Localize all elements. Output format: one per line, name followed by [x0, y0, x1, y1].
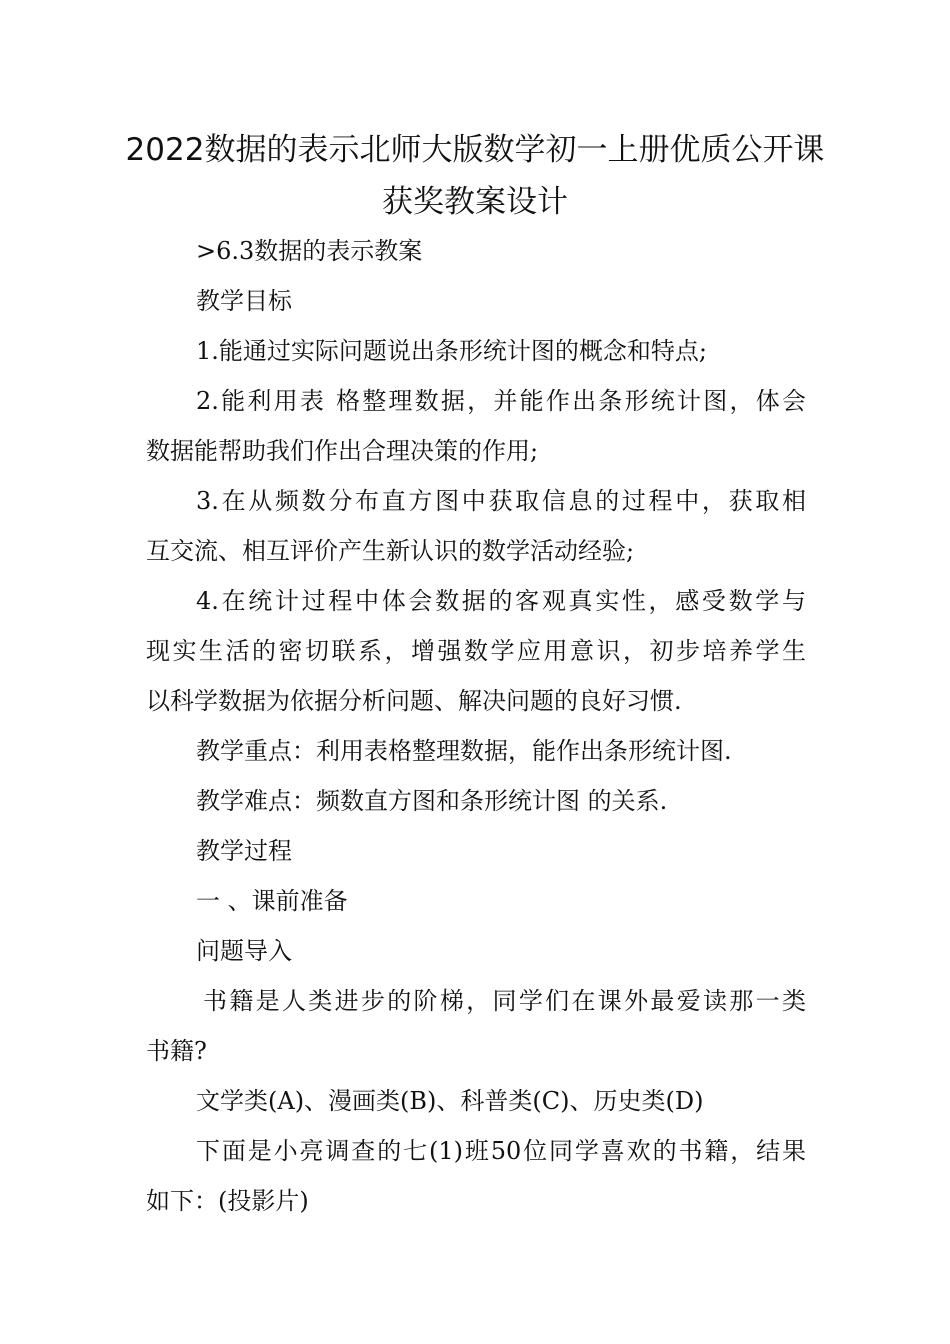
objective-4-line-3: 以科学数据为依据分析问题、解决问题的良好习惯. [146, 687, 682, 715]
survey-line-1: 下面是小亮调查的七(1)班50位同学喜欢的书籍，结果 [196, 1137, 806, 1165]
section-heading-introduction: 问题导入 [196, 937, 292, 965]
book-categories: 文学类(A)、漫画类(B)、科普类(C)、历史类(D) [196, 1087, 704, 1115]
objective-4-line-1: 4.在统计过程中体会数据的客观真实性，感受数学与 [196, 587, 806, 615]
objective-4-line-2: 现实生活的密切联系，增强数学应用意识，初步培养学生 [146, 637, 806, 665]
objective-2-line-1: 2.能利用表 格整理数据，并能作出条形统计图，体会 [196, 387, 806, 415]
question-line-1: 书籍是人类进步的阶梯，同学们在课外最爱读那一类 [203, 987, 806, 1015]
question-line-2: 书籍? [146, 1037, 207, 1065]
objective-1: 1.能通过实际问题说出条形统计图的概念和特点; [196, 337, 707, 365]
document-title-line-2: 获奖教案设计 [382, 184, 568, 220]
section-heading-objectives: 教学目标 [196, 287, 292, 315]
document-title-line-1: 2022数据的表示北师大版数学初一上册优质公开课 [125, 132, 825, 168]
survey-line-2: 如下：(投影片) [146, 1187, 309, 1215]
difficult-point: 教学难点：频数直方图和条形统计图 的关系. [196, 787, 668, 815]
section-heading-preparation: 一 、课前准备 [196, 887, 348, 915]
objective-2-line-2: 数据能帮助我们作出合理决策的作用; [146, 437, 539, 465]
objective-3-line-1: 3.在从频数分布直方图中获取信息的过程中，获取相 [196, 487, 806, 515]
key-point: 教学重点：利用表格整理数据，能作出条形统计图. [196, 737, 732, 765]
section-heading-lesson: >6.3数据的表示教案 [196, 237, 423, 265]
section-heading-process: 教学过程 [196, 837, 292, 865]
objective-3-line-2: 互交流、相互评价产生新认识的数学活动经验; [146, 537, 635, 565]
